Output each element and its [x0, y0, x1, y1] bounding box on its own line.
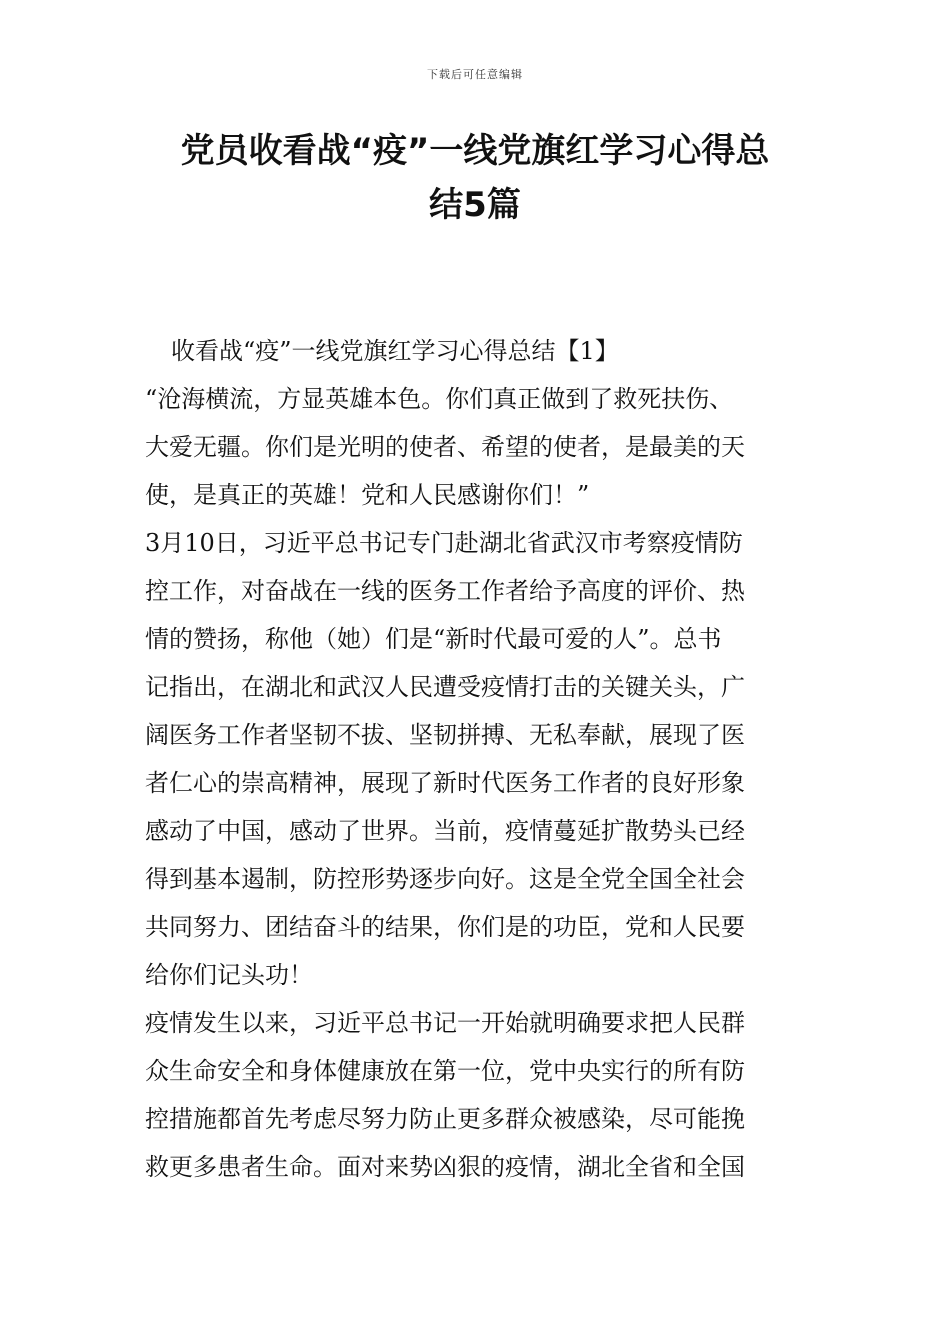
body-line: 控工作，对奋战在一线的医务工作者给予高度的评价、热: [145, 577, 745, 605]
body-line: 疫情发生以来，习近平总书记一开始就明确要求把人民群: [145, 1009, 745, 1037]
body-line: 救更多患者生命。面对来势凶狠的疫情，湖北全省和全国: [145, 1153, 745, 1181]
document-title: [150, 124, 800, 232]
header-note: 下载后可任意编辑: [427, 68, 523, 81]
body-line: 众生命安全和身体健康放在第一位，党中央实行的所有防: [145, 1057, 745, 1085]
body-line: 大爱无疆。你们是光明的使者、希望的使者，是最美的天: [145, 433, 745, 461]
body-line: 记指出，在湖北和武汉人民遭受疫情打击的关键关头，广: [145, 673, 745, 701]
body-line: “沧海横流，方显英雄本色。你们真正做到了救死扶伤、: [145, 385, 734, 413]
body-line: 感动了中国，感动了世界。当前，疫情蔓延扩散势头已经: [145, 817, 745, 845]
body-line: 者仁心的崇高精神，展现了新时代医务工作者的良好形象: [145, 769, 745, 797]
body-line: 阔医务工作者坚韧不拔、坚韧拼搏、无私奉献，展现了医: [145, 721, 745, 749]
body-line: 得到基本遏制，防控形势逐步向好。这是全党全国全社会: [145, 865, 745, 893]
body-text: [145, 327, 810, 1191]
body-line: 情的赞扬，称他（她）们是“新时代最可爱的人”。总书: [145, 625, 722, 653]
section-heading: 收看战“疫”一线党旗红学习心得总结【1】: [171, 337, 619, 365]
body-line: 控措施都首先考虑尽努力防止更多群众被感染，尽可能挽: [145, 1105, 745, 1133]
title-line: 党员收看战“疫”一线党旗红学习心得总: [180, 131, 770, 171]
body-line: 共同努力、团结奋斗的结果，你们是的功臣，党和人民要: [145, 913, 745, 941]
body-line: 3月10日，习近平总书记专门赴湖北省武汉市考察疫情防: [145, 529, 743, 557]
title-line: 结5篇: [429, 185, 521, 225]
body-line: 使，是真正的英雄！党和人民感谢你们！”: [145, 481, 590, 509]
body-line: 给你们记头功！: [145, 961, 313, 989]
